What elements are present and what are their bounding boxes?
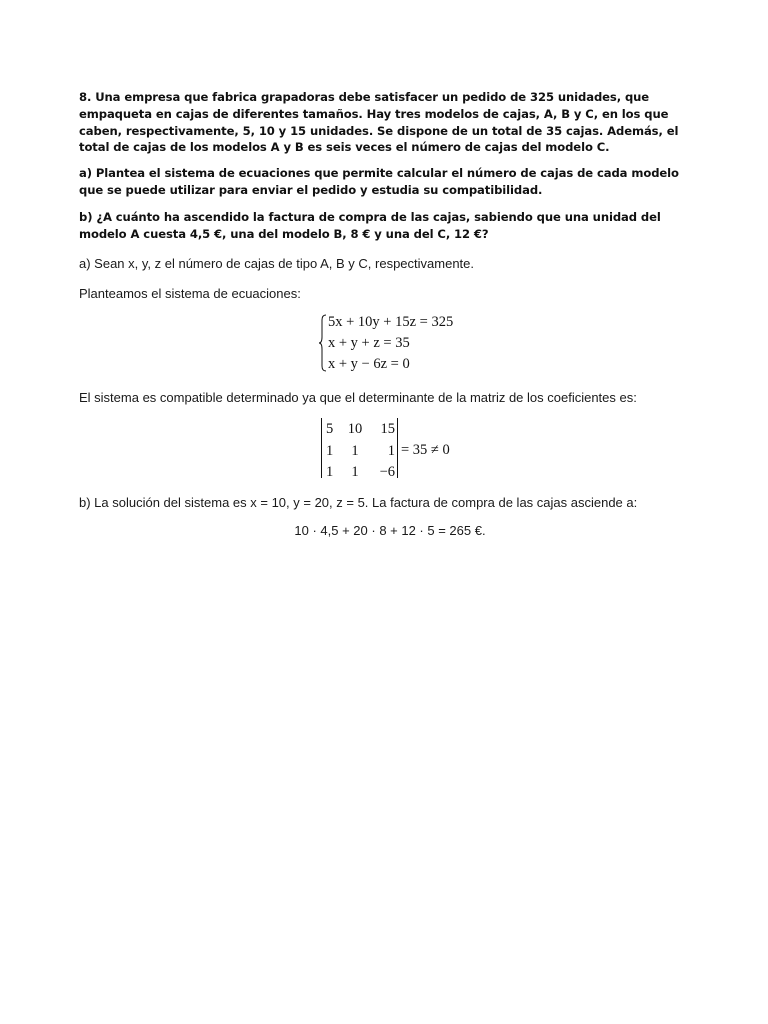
- det-cell: 1: [387, 443, 395, 459]
- problem-part-a: a) Plantea el sistema de ecuaciones que permite calcular el número de cajas de cada modelo que se puede utilizar para enviar el pedido y estudia su compatibilidad.: [79, 166, 679, 197]
- det-cell: 1: [351, 443, 359, 459]
- coefficient-determinant: [321, 416, 481, 480]
- determinant-right-bar: [397, 418, 398, 478]
- det-cell: −6: [379, 464, 395, 480]
- left-brace: [318, 314, 328, 372]
- solution-a-compatibility: El sistema es compatible determinado ya que el determinante de la matriz de los coeficientes es:: [79, 390, 637, 405]
- equation-2: x + y + z = 35: [328, 335, 410, 351]
- determinant-result: = 35 ≠ 0: [401, 442, 450, 458]
- equation-3: x + y − 6z = 0: [328, 356, 410, 372]
- problem-part-b: b) ¿A cuánto ha ascendido la factura de compra de las cajas, sabiendo que una unidad del modelo A cuesta 4,5 €, una del modelo B, 8 € y una del C, 12 €?: [79, 210, 661, 241]
- det-cell: 15: [380, 421, 395, 437]
- equation-1: 5x + 10y + 15z = 325: [328, 314, 454, 330]
- det-cell: 10: [347, 421, 363, 437]
- solution-b-statement: b) La solución del sistema es x = 10, y = 20, z = 5. La factura de compra de las cajas asciende a:: [79, 495, 638, 510]
- det-cell: 1: [351, 464, 359, 480]
- solution-a-intro: a) Sean x, y, z el número de cajas de tipo A, B y C, respectivamente.: [79, 256, 475, 271]
- determinant-left-bar: [321, 418, 322, 478]
- det-cell: 1: [326, 464, 334, 480]
- solution-a-system-intro: Planteamos el sistema de ecuaciones:: [79, 286, 301, 301]
- problem-statement: 8. Una empresa que fabrica grapadoras debe satisfacer un pedido de 325 unidades, que empaqueta en cajas de diferentes tamaños. Hay tres modelos de cajas, A, B y C, en los que caben, respectivamente, 5, 10 y 15 unidades. Se dispone de un total de 35 cajas. Además, el total de cajas de los modelos A y B es seis veces el número de cajas del modelo C.: [79, 90, 679, 155]
- det-cell: 1: [326, 443, 334, 459]
- det-cell: 5: [326, 421, 334, 437]
- solution-b-calculation: 10 · 4,5 + 20 · 8 + 12 · 5 = 265 €.: [294, 523, 486, 538]
